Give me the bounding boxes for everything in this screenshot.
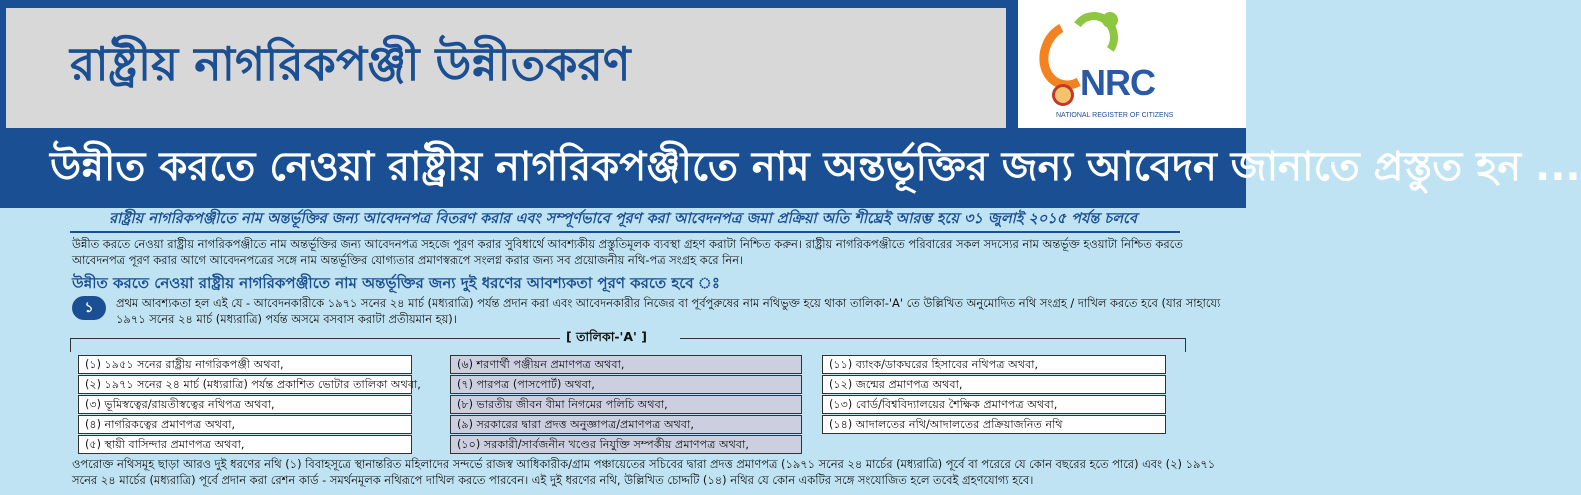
list-item: (১১) ব্যাংক/ডাকঘরের হিসাবের নথিপত্র অথবা, xyxy=(822,355,1166,374)
requirement-number-badge: ১ xyxy=(72,296,106,320)
footer-paragraph: ওপরোক্ত নথিসমূহ ছাড়া আরও দুই ধরণের নথি (১) বিবাহসূত্রে স্থানান্তরিত মহিলাদের সন্দর্ভে রাজস্ব আধিকারীক/গ্রাম পঞ্চায়েতের সচিবের দ্বারা প্রদত্ত প্রমাণপত্র (১৯৭১ সনের ২৪ মার্চের (মধ্যরাত্রি) পূর্বে বা পরেরে যে কোন বছরের হতে পারে) এবং (২) ১৯৭১ সনের ২৪ মার্চের (মধ্যরাত্রি) পূর্বে প্রদান করা রেশন কার্ড - সমর্থনমূলক নথিরূপে দাখিল করতে পারবেন। এই দুই ধরণের নথি, উল্লিখিত চোদ্দটি (১৪) নথির যে কোন একটির সঙ্গে সংযোজিত হলে তবেই গ্রহণযোগ্য হবে। xyxy=(72,457,1216,487)
logo-text: NRC xyxy=(1080,62,1155,103)
page-title: রাষ্ট্রীয় নাগরিকপঞ্জী উন্নীতকরণ xyxy=(70,37,631,91)
list-item: (১৩) বোর্ড/বিশ্ববিদ্যালয়ের শৈক্ষিক প্রমাণপত্র অথবা, xyxy=(822,395,1166,414)
list-item: (৮) ভারতীয় জীবন বীমা নিগমের পলিচি অথবা, xyxy=(450,395,802,414)
requirement-1-text: প্রথম আবশ্যকতা হল এই যে - আবেদনকারীকে ১৯৭১ সনের ২৪ মার্চ (মধ্যরাত্রি) পর্যন্ত প্রদান করা এবং আবেদনকারীর নিজের বা পূর্বপুরুষের নাম নথিভুক্ত হয়ে থাকা তালিকা-'A' তে উল্লিখিত অনুমোদিত নথি সংগ্রহ / দাখিল করতে হবে (যার সাহায্যে ১৯৭১ সনের ২৪ মার্চ (মধ্যরাত্রি) পর্যন্ত অসমে বসবাস করাটা প্রতীয়মান হয়)। xyxy=(116,296,1221,326)
list-item: (৫) স্থায়ী বাসিন্দার প্রমাণপত্র অথবা, xyxy=(78,435,412,454)
list-item: (৭) পারপত্র (পাসপোর্ট) অথবা, xyxy=(450,375,802,394)
list-item: (৬) শরণার্থী পঞ্জীয়ন প্রমাণপত্র অথবা, xyxy=(450,355,802,374)
divider xyxy=(70,231,1180,233)
list-item: (১৪) আদালতের নথি/আদালতের প্রক্রিয়াজনিত নথি xyxy=(822,415,1166,434)
logo-subtext: NATIONAL REGISTER OF CITIZENS xyxy=(1056,112,1174,119)
subtitle: রাষ্ট্রীয় নাগরিকপঞ্জীতে নাম অন্তর্ভূক্তির জন্য আবেদনপত্র বিতরণ করার এবং সম্পূর্ণভাবে পূরণ করা আবেদনপত্র জমা প্রক্রিয়া অতি শীঘ্রেই আরম্ভ হয়ে ৩১ জুলাই ২০১৫ পর্যন্ত চলবে xyxy=(109,211,1137,227)
requirements-heading: উন্নীত করতে নেওয়া রাষ্ট্রীয় নাগরিকপঞ্জীতে নাম অন্তর্ভূক্তির জন্য দুই ধরণের আবশ্যকতা পূরণ করতে হবে ঃ xyxy=(72,274,720,292)
list-item: (৯) সরকারের দ্বারা প্রদত্ত অনুজ্ঞাপত্র/প্রমাণপত্র অথবা, xyxy=(450,415,802,434)
list-item: (৩) ভূমিস্বত্বের/রায়তীস্বত্বের নথিপত্র অথবা, xyxy=(78,395,412,414)
list-item: (২) ১৯৭১ সনের ২৪ মার্চ (মধ্যরাত্রি) পর্যন্ত প্রকাশিত ভোটার তালিকা অথবা, xyxy=(78,375,412,394)
list-a-label: [ তালিকা-'A' ] xyxy=(566,329,647,344)
intro-paragraph: উন্নীত করতে নেওয়া রাষ্ট্রীয় নাগরিকপঞ্জীতে নাম অন্তর্ভূক্তির জন্য আবেদনপত্র সহজে পূরণ করার সুবিধার্থে আবশ্যকীয় প্রস্তুতিমূলক ব্যবস্থা গ্রহণ করাটা নিশ্চিত করুন। রাষ্ট্রীয় নাগরিকপঞ্জীতে পরিবারের সকল সদস্যের নাম অন্তর্ভূক্ত হওয়াটা নিশ্চিত করতে আবেদনপত্র পূরণ করার আগে আবেদনপত্রের সঙ্গে নাম অন্তর্ভূক্তির যোগ্যতার প্রমাণস্বরূপে সংলগ্ন করার জন্য সব প্রয়োজনীয় নথি-পত্র সংগ্রহ করে নিন। xyxy=(72,237,1183,267)
logo-figure-icon xyxy=(1102,12,1118,28)
list-item: (৪) নাগরিকত্বের প্রমাণপত্র অথবা, xyxy=(78,415,412,434)
logo-wheel-icon xyxy=(1052,84,1074,106)
list-item: (১২) জন্মের প্রমাণপত্র অথবা, xyxy=(822,375,1166,394)
list-item: (১) ১৯৫১ সনের রাষ্ট্রীয় নাগরিকপঞ্জী অথবা, xyxy=(78,355,412,374)
headline: উন্নীত করতে নেওয়া রাষ্ট্রীয় নাগরিকপঞ্জীতে নাম অন্তর্ভূক্তির জন্য আবেদন জানাতে প্রস্তুত হন ... xyxy=(50,144,1581,190)
list-item: (১০) সরকারী/সার্বজনীন খণ্ডের নিযুক্তি সম্পৰ্কীয় প্রমাণপত্র অথবা, xyxy=(450,435,802,454)
